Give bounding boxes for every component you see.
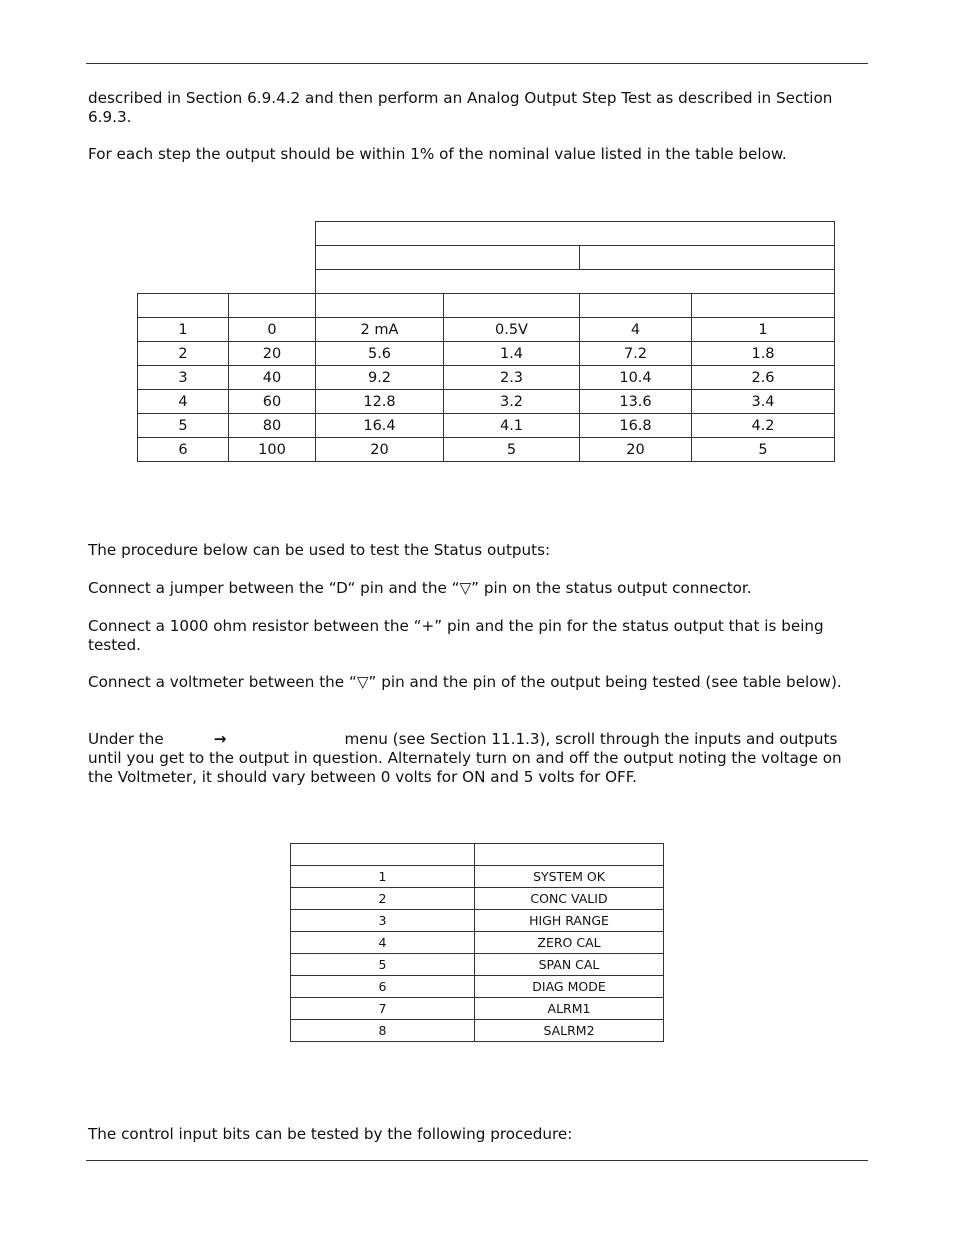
table-row xyxy=(291,910,664,932)
table-row xyxy=(138,438,835,462)
percent-cell: 20 xyxy=(229,342,316,366)
table-row xyxy=(291,976,664,998)
table-row xyxy=(138,318,835,342)
value-cell: 4.1 xyxy=(444,414,580,438)
step-cell: 6 xyxy=(138,438,229,462)
paragraph-voltmeter-step: Connect a voltmeter between the “▽” pin and the pin of the output being tested (see table below). xyxy=(88,673,842,691)
table-row xyxy=(291,932,664,954)
value-cell: 9.2 xyxy=(316,366,444,390)
value-cell: 3.4 xyxy=(692,390,835,414)
percent-cell: 80 xyxy=(229,414,316,438)
pin-cell: 4 xyxy=(291,932,475,954)
table-row xyxy=(291,954,664,976)
table-row xyxy=(138,390,835,414)
header-rule xyxy=(86,63,868,64)
value-cell: 13.6 xyxy=(580,390,692,414)
status-cell: HIGH RANGE xyxy=(475,910,664,932)
table-row xyxy=(291,888,664,910)
table-header-row xyxy=(138,222,835,246)
value-cell: 4.2 xyxy=(692,414,835,438)
table-header-cell xyxy=(291,844,475,866)
status-cell: SPAN CAL xyxy=(475,954,664,976)
table-header-row xyxy=(291,844,664,866)
value-cell: 16.4 xyxy=(316,414,444,438)
value-cell: 4 xyxy=(580,318,692,342)
table-row xyxy=(291,998,664,1020)
table-header-cell xyxy=(316,246,580,270)
table-header-cell xyxy=(316,222,835,246)
menu-step-text: menu (see Section 11.1.3), scroll through the inputs and outputs until you get to the output in question. Alternately turn on and off the output noting the voltage on the Voltmeter, it should vary between 0 volts for ON and 5 volts for OFF. xyxy=(88,730,842,786)
table-header-row xyxy=(138,270,835,294)
status-cell: DIAG MODE xyxy=(475,976,664,998)
paragraph-resistor-step: Connect a 1000 ohm resistor between the “+” pin and the pin for the status output that is being tested. xyxy=(88,617,824,654)
table-row xyxy=(138,414,835,438)
paragraph-menu-step xyxy=(88,730,868,787)
value-cell: 12.8 xyxy=(316,390,444,414)
value-cell: 5 xyxy=(444,438,580,462)
paragraph-control-inputs: The control input bits can be tested by the following procedure: xyxy=(88,1125,573,1143)
value-cell: 10.4 xyxy=(580,366,692,390)
percent-cell: 0 xyxy=(229,318,316,342)
percent-cell: 40 xyxy=(229,366,316,390)
value-cell: 7.2 xyxy=(580,342,692,366)
table-header-cell xyxy=(316,294,444,318)
value-cell: 2.6 xyxy=(692,366,835,390)
value-cell: 0.5V xyxy=(444,318,580,342)
table-header-cell xyxy=(580,294,692,318)
step-cell: 1 xyxy=(138,318,229,342)
status-cell: CONC VALID xyxy=(475,888,664,910)
table-header-cell xyxy=(444,294,580,318)
paragraph-tolerance: For each step the output should be within 1% of the nominal value listed in the table below. xyxy=(88,145,787,163)
table-header-cell xyxy=(580,246,835,270)
paragraph-intro: described in Section 6.9.4.2 and then perform an Analog Output Step Test as described in Section 6.9.3. xyxy=(88,89,833,126)
pin-cell: 3 xyxy=(291,910,475,932)
value-cell: 1.8 xyxy=(692,342,835,366)
step-cell: 2 xyxy=(138,342,229,366)
value-cell: 1 xyxy=(692,318,835,342)
pin-cell: 6 xyxy=(291,976,475,998)
percent-cell: 60 xyxy=(229,390,316,414)
status-cell: SALRM2 xyxy=(475,1020,664,1042)
value-cell: 16.8 xyxy=(580,414,692,438)
value-cell: 1.4 xyxy=(444,342,580,366)
status-cell: ZERO CAL xyxy=(475,932,664,954)
table-header-cell xyxy=(316,270,835,294)
status-output-table xyxy=(290,843,664,1042)
table-header-cell xyxy=(229,294,316,318)
value-cell: 20 xyxy=(580,438,692,462)
table-header-row xyxy=(138,246,835,270)
table-header-cell xyxy=(692,294,835,318)
paragraph-status-intro: The procedure below can be used to test the Status outputs: xyxy=(88,541,551,559)
status-cell: SYSTEM OK xyxy=(475,866,664,888)
table-header-cell xyxy=(475,844,664,866)
value-cell: 5.6 xyxy=(316,342,444,366)
value-cell: 5 xyxy=(692,438,835,462)
table-header-row xyxy=(138,294,835,318)
value-cell: 2 mA xyxy=(316,318,444,342)
pin-cell: 7 xyxy=(291,998,475,1020)
menu-step-lead: Under the xyxy=(88,730,164,748)
table-row xyxy=(138,366,835,390)
analog-output-step-table xyxy=(137,221,835,462)
percent-cell: 100 xyxy=(229,438,316,462)
pin-cell: 8 xyxy=(291,1020,475,1042)
step-cell: 4 xyxy=(138,390,229,414)
pin-cell: 1 xyxy=(291,866,475,888)
value-cell: 3.2 xyxy=(444,390,580,414)
table-row xyxy=(138,342,835,366)
pin-cell: 2 xyxy=(291,888,475,910)
value-cell: 20 xyxy=(316,438,444,462)
table-row xyxy=(291,866,664,888)
pin-cell: 5 xyxy=(291,954,475,976)
footer-rule xyxy=(86,1160,868,1161)
step-cell: 3 xyxy=(138,366,229,390)
table-row xyxy=(291,1020,664,1042)
paragraph-jumper-step: Connect a jumper between the “D“ pin and the “▽” pin on the status output connector. xyxy=(88,579,752,597)
status-cell: ALRM1 xyxy=(475,998,664,1020)
value-cell: 2.3 xyxy=(444,366,580,390)
arrow-right-icon: → xyxy=(213,730,227,748)
step-cell: 5 xyxy=(138,414,229,438)
table-header-cell xyxy=(138,294,229,318)
